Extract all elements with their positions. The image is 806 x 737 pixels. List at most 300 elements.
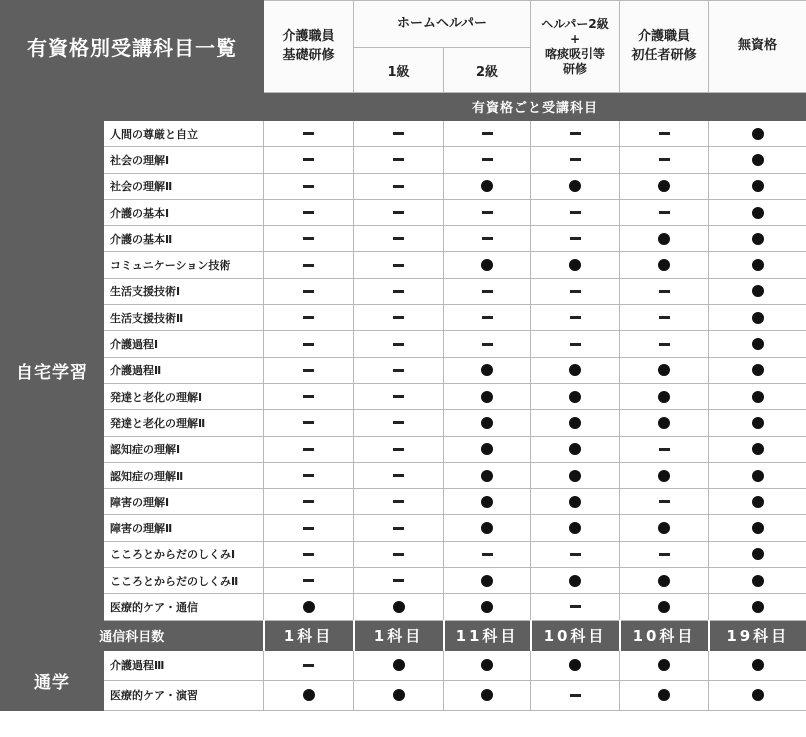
cell-not-required	[264, 199, 354, 225]
table-row	[1, 462, 806, 488]
section-header-spacer	[1, 93, 264, 121]
cell-required	[264, 594, 354, 620]
cell-not-required	[444, 226, 531, 252]
row-label: 介護の基本Ⅰ	[104, 199, 264, 225]
filled-circle-icon	[303, 689, 315, 701]
dash-icon	[659, 158, 670, 161]
cell-required	[531, 489, 620, 515]
cell-required	[709, 305, 806, 331]
dash-icon	[393, 553, 404, 556]
dash-icon	[393, 369, 404, 372]
filled-circle-icon	[569, 522, 581, 534]
table-row	[1, 357, 806, 383]
cell-not-required	[264, 278, 354, 304]
row-label: 医療的ケア・通信	[104, 594, 264, 620]
filled-circle-icon	[752, 128, 764, 140]
cell-required	[709, 515, 806, 541]
cell-not-required	[264, 173, 354, 199]
table-row	[1, 541, 806, 567]
dash-icon	[303, 369, 314, 372]
row-label: こころとからだのしくみⅠ	[104, 541, 264, 567]
filled-circle-icon	[569, 364, 581, 376]
cell-not-required	[531, 278, 620, 304]
dash-icon	[482, 237, 493, 240]
filled-circle-icon	[303, 601, 315, 613]
dash-icon	[659, 343, 670, 346]
cell-required	[444, 568, 531, 594]
filled-circle-icon	[752, 496, 764, 508]
cell-required	[620, 515, 709, 541]
cell-not-required	[354, 462, 444, 488]
cell-not-required	[620, 489, 709, 515]
cell-not-required	[531, 680, 620, 710]
dash-icon	[659, 553, 670, 556]
table-row	[1, 594, 806, 620]
cell-required	[444, 252, 531, 278]
dash-icon	[303, 500, 314, 503]
dash-icon	[393, 579, 404, 582]
col-header-grade1: 1級	[354, 48, 444, 93]
cell-not-required	[264, 305, 354, 331]
row-label: 認知症の理解Ⅰ	[104, 436, 264, 462]
dash-icon	[303, 185, 314, 188]
cell-not-required	[531, 594, 620, 620]
dash-icon	[570, 237, 581, 240]
table-row	[1, 489, 806, 515]
dash-icon	[570, 605, 581, 608]
subject-count: 11科目	[444, 620, 531, 650]
cell-not-required	[531, 121, 620, 147]
dash-icon	[659, 448, 670, 451]
table-row	[1, 331, 806, 357]
filled-circle-icon	[481, 689, 493, 701]
dash-icon	[303, 211, 314, 214]
filled-circle-icon	[658, 470, 670, 482]
filled-circle-icon	[658, 601, 670, 613]
row-label: 障害の理解Ⅱ	[104, 515, 264, 541]
table-row	[1, 515, 806, 541]
row-label: 介護過程Ⅲ	[104, 650, 264, 680]
filled-circle-icon	[752, 233, 764, 245]
dash-icon	[303, 290, 314, 293]
cell-not-required	[531, 226, 620, 252]
cell-not-required	[264, 226, 354, 252]
filled-circle-icon	[752, 180, 764, 192]
cell-not-required	[354, 541, 444, 567]
subject-count: 1科目	[264, 620, 354, 650]
dash-icon	[570, 316, 581, 319]
row-label: 人間の尊厳と自立	[104, 121, 264, 147]
filled-circle-icon	[752, 364, 764, 376]
cell-required	[709, 680, 806, 710]
filled-circle-icon	[752, 443, 764, 455]
col-header-home-helper: ホームヘルパー	[354, 1, 531, 48]
cell-not-required	[264, 121, 354, 147]
cell-not-required	[264, 568, 354, 594]
filled-circle-icon	[752, 259, 764, 271]
cell-not-required	[620, 541, 709, 567]
cell-not-required	[620, 121, 709, 147]
dash-icon	[570, 132, 581, 135]
table-row	[1, 436, 806, 462]
filled-circle-icon	[569, 180, 581, 192]
filled-circle-icon	[481, 180, 493, 192]
table-row	[1, 568, 806, 594]
cell-required	[531, 515, 620, 541]
row-label: 介護過程Ⅱ	[104, 357, 264, 383]
dash-icon	[570, 694, 581, 697]
cell-required	[709, 121, 806, 147]
cell-required	[709, 252, 806, 278]
cell-not-required	[620, 436, 709, 462]
dash-icon	[659, 500, 670, 503]
cell-not-required	[354, 436, 444, 462]
cell-not-required	[264, 331, 354, 357]
filled-circle-icon	[752, 522, 764, 534]
filled-circle-icon	[481, 575, 493, 587]
cell-required	[531, 410, 620, 436]
dash-icon	[303, 343, 314, 346]
filled-circle-icon	[481, 443, 493, 455]
filled-circle-icon	[752, 689, 764, 701]
cell-not-required	[354, 252, 444, 278]
dash-icon	[393, 237, 404, 240]
table-row	[1, 383, 806, 409]
category-home-study: 自宅学習	[1, 121, 104, 621]
filled-circle-icon	[481, 601, 493, 613]
filled-circle-icon	[481, 417, 493, 429]
row-label: 医療的ケア・演習	[104, 680, 264, 710]
cell-not-required	[620, 199, 709, 225]
filled-circle-icon	[752, 154, 764, 166]
filled-circle-icon	[752, 659, 764, 671]
section-header: 有資格ごと受講科目	[264, 93, 806, 121]
filled-circle-icon	[481, 496, 493, 508]
filled-circle-icon	[393, 601, 405, 613]
cell-not-required	[264, 357, 354, 383]
subject-count: 10科目	[531, 620, 620, 650]
table-row	[1, 278, 806, 304]
filled-circle-icon	[569, 496, 581, 508]
dash-icon	[659, 211, 670, 214]
cell-required	[709, 568, 806, 594]
filled-circle-icon	[752, 470, 764, 482]
table-row	[1, 305, 806, 331]
dash-icon	[393, 211, 404, 214]
dash-icon	[570, 211, 581, 214]
cell-not-required	[531, 147, 620, 173]
filled-circle-icon	[481, 659, 493, 671]
filled-circle-icon	[569, 575, 581, 587]
filled-circle-icon	[481, 470, 493, 482]
count-label: 通信科目数	[1, 620, 264, 650]
dash-icon	[482, 211, 493, 214]
dash-icon	[303, 421, 314, 424]
cell-required	[709, 173, 806, 199]
filled-circle-icon	[658, 364, 670, 376]
cell-not-required	[531, 199, 620, 225]
cell-required	[531, 462, 620, 488]
table-row	[1, 173, 806, 199]
filled-circle-icon	[658, 522, 670, 534]
dash-icon	[393, 448, 404, 451]
cell-required	[531, 383, 620, 409]
filled-circle-icon	[658, 417, 670, 429]
filled-circle-icon	[393, 689, 405, 701]
cell-not-required	[264, 383, 354, 409]
row-label: 発達と老化の理解Ⅰ	[104, 383, 264, 409]
row-label: コミュニケーション技術	[104, 252, 264, 278]
filled-circle-icon	[658, 259, 670, 271]
cell-not-required	[620, 278, 709, 304]
cell-required	[354, 680, 444, 710]
filled-circle-icon	[569, 417, 581, 429]
cell-not-required	[264, 489, 354, 515]
filled-circle-icon	[752, 417, 764, 429]
cell-required	[264, 680, 354, 710]
dash-icon	[303, 158, 314, 161]
subject-count: 19科目	[709, 620, 806, 650]
dash-icon	[303, 579, 314, 582]
dash-icon	[482, 290, 493, 293]
cell-not-required	[264, 436, 354, 462]
cell-required	[531, 568, 620, 594]
cell-required	[444, 357, 531, 383]
cell-required	[444, 594, 531, 620]
filled-circle-icon	[481, 364, 493, 376]
dash-icon	[303, 237, 314, 240]
dash-icon	[393, 421, 404, 424]
cell-required	[620, 680, 709, 710]
cell-required	[709, 462, 806, 488]
col-header-grade2: 2級	[444, 48, 531, 93]
dash-icon	[393, 158, 404, 161]
filled-circle-icon	[393, 659, 405, 671]
filled-circle-icon	[658, 659, 670, 671]
filled-circle-icon	[752, 575, 764, 587]
cell-required	[444, 489, 531, 515]
cell-not-required	[531, 541, 620, 567]
cell-not-required	[354, 278, 444, 304]
filled-circle-icon	[569, 443, 581, 455]
dash-icon	[303, 553, 314, 556]
dash-icon	[393, 185, 404, 188]
filled-circle-icon	[569, 259, 581, 271]
dash-icon	[303, 527, 314, 530]
dash-icon	[482, 553, 493, 556]
cell-not-required	[444, 305, 531, 331]
dash-icon	[303, 448, 314, 451]
cell-not-required	[264, 650, 354, 680]
cell-not-required	[444, 147, 531, 173]
row-label: 社会の理解Ⅰ	[104, 147, 264, 173]
cell-required	[444, 410, 531, 436]
table-row	[1, 650, 806, 680]
dash-icon	[303, 132, 314, 135]
dash-icon	[393, 343, 404, 346]
filled-circle-icon	[658, 391, 670, 403]
cell-not-required	[354, 568, 444, 594]
cell-required	[444, 383, 531, 409]
dash-icon	[659, 290, 670, 293]
dash-icon	[393, 500, 404, 503]
dash-icon	[570, 343, 581, 346]
cell-required	[709, 594, 806, 620]
cell-required	[444, 650, 531, 680]
cell-not-required	[354, 331, 444, 357]
cell-required	[444, 680, 531, 710]
cell-required	[354, 594, 444, 620]
filled-circle-icon	[658, 233, 670, 245]
cell-required	[531, 436, 620, 462]
cell-required	[620, 226, 709, 252]
cell-not-required	[444, 278, 531, 304]
cell-not-required	[354, 410, 444, 436]
table-row	[1, 121, 806, 147]
row-label: 障害の理解Ⅰ	[104, 489, 264, 515]
cell-not-required	[354, 199, 444, 225]
dash-icon	[482, 343, 493, 346]
cell-required	[709, 147, 806, 173]
cell-required	[709, 436, 806, 462]
category-school: 通学	[1, 650, 104, 710]
dash-icon	[303, 664, 314, 667]
cell-required	[709, 357, 806, 383]
cell-not-required	[354, 515, 444, 541]
cell-required	[620, 568, 709, 594]
filled-circle-icon	[658, 180, 670, 192]
cell-required	[709, 541, 806, 567]
cell-required	[444, 462, 531, 488]
filled-circle-icon	[752, 285, 764, 297]
cell-required	[620, 594, 709, 620]
cell-not-required	[264, 515, 354, 541]
cell-not-required	[620, 305, 709, 331]
dash-icon	[303, 264, 314, 267]
filled-circle-icon	[569, 659, 581, 671]
dash-icon	[393, 395, 404, 398]
subject-count: 1科目	[354, 620, 444, 650]
dash-icon	[659, 132, 670, 135]
filled-circle-icon	[658, 575, 670, 587]
table-row	[1, 410, 806, 436]
cell-not-required	[620, 331, 709, 357]
col-header-kiso: 介護職員 基礎研修	[264, 1, 354, 93]
cell-not-required	[531, 305, 620, 331]
cell-not-required	[354, 147, 444, 173]
dash-icon	[393, 527, 404, 530]
subject-count: 10科目	[620, 620, 709, 650]
row-label: こころとからだのしくみⅡ	[104, 568, 264, 594]
cell-required	[531, 357, 620, 383]
table-title: 有資格別受講科目一覧	[1, 1, 264, 93]
cell-required	[709, 278, 806, 304]
cell-required	[709, 410, 806, 436]
cell-required	[444, 173, 531, 199]
cell-required	[709, 489, 806, 515]
filled-circle-icon	[752, 338, 764, 350]
dash-icon	[303, 395, 314, 398]
cell-required	[709, 199, 806, 225]
dash-icon	[570, 553, 581, 556]
cell-not-required	[354, 383, 444, 409]
cell-not-required	[354, 121, 444, 147]
dash-icon	[570, 158, 581, 161]
table-row	[1, 680, 806, 710]
filled-circle-icon	[752, 391, 764, 403]
cell-required	[444, 515, 531, 541]
row-label: 認知症の理解Ⅱ	[104, 462, 264, 488]
filled-circle-icon	[752, 312, 764, 324]
cell-required	[620, 383, 709, 409]
cell-not-required	[354, 357, 444, 383]
dash-icon	[482, 158, 493, 161]
dash-icon	[482, 132, 493, 135]
cell-required	[620, 462, 709, 488]
cell-not-required	[444, 121, 531, 147]
dash-icon	[570, 290, 581, 293]
cell-not-required	[264, 252, 354, 278]
cell-required	[709, 383, 806, 409]
row-label: 介護の基本Ⅱ	[104, 226, 264, 252]
cell-required	[620, 357, 709, 383]
filled-circle-icon	[752, 601, 764, 613]
cell-required	[531, 650, 620, 680]
cell-not-required	[444, 331, 531, 357]
row-label: 社会の理解Ⅱ	[104, 173, 264, 199]
cell-required	[531, 252, 620, 278]
dash-icon	[482, 316, 493, 319]
filled-circle-icon	[569, 470, 581, 482]
cell-required	[354, 650, 444, 680]
table-row	[1, 147, 806, 173]
dash-icon	[393, 316, 404, 319]
cell-required	[620, 410, 709, 436]
dash-icon	[393, 290, 404, 293]
dash-icon	[303, 316, 314, 319]
dash-icon	[659, 316, 670, 319]
col-header-mushikaku: 無資格	[709, 1, 806, 93]
cell-required	[444, 436, 531, 462]
cell-not-required	[354, 305, 444, 331]
dash-icon	[393, 264, 404, 267]
filled-circle-icon	[481, 522, 493, 534]
col-header-shoninsha: 介護職員 初任者研修	[620, 1, 709, 93]
row-label: 発達と老化の理解Ⅱ	[104, 410, 264, 436]
cell-not-required	[444, 199, 531, 225]
cell-required	[620, 650, 709, 680]
count-row	[1, 620, 806, 650]
filled-circle-icon	[752, 548, 764, 560]
cell-not-required	[264, 410, 354, 436]
cell-not-required	[354, 489, 444, 515]
row-label: 生活支援技術Ⅱ	[104, 305, 264, 331]
dash-icon	[393, 474, 404, 477]
cell-required	[531, 173, 620, 199]
cell-not-required	[531, 331, 620, 357]
table-row	[1, 199, 806, 225]
cell-not-required	[620, 147, 709, 173]
row-label: 介護過程Ⅰ	[104, 331, 264, 357]
filled-circle-icon	[481, 391, 493, 403]
cell-required	[709, 650, 806, 680]
cell-not-required	[354, 226, 444, 252]
filled-circle-icon	[752, 207, 764, 219]
filled-circle-icon	[481, 259, 493, 271]
row-label: 生活支援技術Ⅰ	[104, 278, 264, 304]
cell-not-required	[444, 541, 531, 567]
dash-icon	[393, 132, 404, 135]
